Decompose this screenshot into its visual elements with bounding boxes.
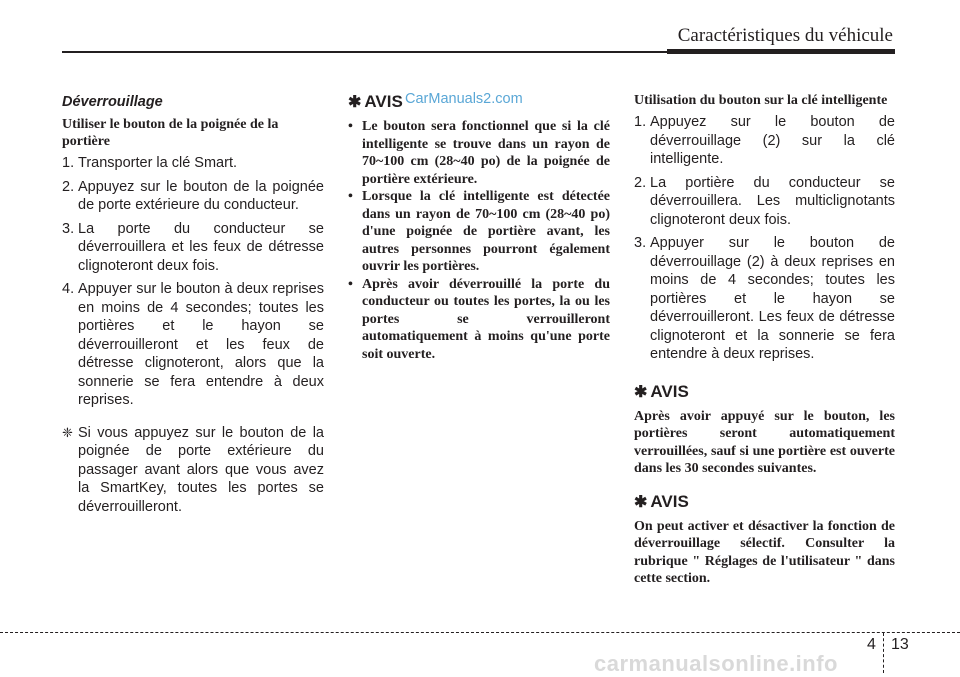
site-watermark: carmanualsonline.info	[594, 651, 838, 676]
step-text: La porte du conducteur se déverrouillera et les feux de détresse clignoteront deux fois.	[78, 220, 324, 274]
step-text: Appuyez sur le bouton de déverrouillage (2) sur la clé intelligente.	[650, 114, 895, 167]
header-rule-accent	[667, 49, 895, 54]
step-text: Appuyez sur le bouton de la poignée de porte extérieure du conducteur.	[78, 178, 324, 213]
avis-heading	[634, 382, 895, 404]
footer-rule	[0, 632, 960, 633]
avis-heading	[348, 92, 610, 114]
star-icon: ✱	[634, 383, 648, 401]
avis-title: AVIS	[650, 381, 689, 401]
step-2	[634, 174, 895, 230]
step-number: 2.	[634, 174, 647, 191]
avis-body: On peut activer et désactiver la fonction de déverrouillage sélectif. Consulter la rubrique " Réglages de l'utilisateur " dans cette section.	[634, 518, 895, 586]
section-title: Déverrouillage	[62, 94, 163, 110]
step-text: Appuyer sur le bouton de déverrouillage (2) à deux reprises en moins de 4 secondes; toutes les portières et le hayon se déverrouilleront. Les feux de détresse clignoteront et la sonnerie se fera entendre à deux reprises.	[650, 235, 895, 362]
subsection-title: Utiliser le bouton de la poignée de la portière	[62, 117, 279, 149]
step-3	[634, 234, 895, 364]
bullet-dot-icon: •	[348, 189, 353, 204]
step-2	[62, 178, 324, 215]
note-symbol-icon: ❈	[62, 424, 73, 440]
step-number: 3.	[62, 220, 75, 237]
step-text: La portière du conducteur se déverrouillera. Les multiclignotants clignoteront deux fois.	[650, 174, 895, 228]
bullet-item	[348, 118, 610, 188]
bullet-text: Le bouton sera fonctionnel que si la clé intelligente se trouve dans un rayon de 70~100 cm (28~40 po) de la poignée de portière extérieure.	[362, 119, 610, 187]
step-1	[634, 113, 895, 169]
step-text: Transporter la clé Smart.	[78, 155, 238, 171]
note	[62, 424, 324, 517]
step-number: 1.	[62, 155, 75, 171]
bullet-dot-icon: •	[348, 276, 353, 292]
avis-title: AVIS	[650, 491, 689, 511]
column-middle	[348, 92, 610, 363]
step-number: 4.	[62, 281, 75, 297]
star-icon: ✱	[348, 94, 362, 111]
avis-heading	[634, 492, 895, 514]
bullet-item	[348, 188, 610, 276]
step-number: 2.	[62, 178, 75, 195]
avis-title: AVIS	[364, 92, 403, 111]
column-right	[634, 92, 895, 602]
avis-body: Après avoir appuyé sur le bouton, les portières seront automatiquement verrouillées, sauf si une portière est ouverte dans les 30 secondes suivantes.	[634, 408, 895, 476]
star-icon: ✱	[634, 493, 648, 511]
step-4	[62, 280, 324, 410]
subsection-title: Utilisation du bouton sur la clé intelligente	[634, 93, 888, 108]
step-text: Appuyer sur le bouton à deux reprises en moins de 4 secondes; toutes les portières et le hayon se déverrouilleront et les feux de détresse clignoteront, alors que la sonnerie se fera entendre à deux reprises.	[78, 281, 324, 408]
running-header: Caractéristiques du véhicule	[677, 25, 893, 46]
step-number: 1.	[634, 114, 647, 130]
step-number: 3.	[634, 235, 647, 251]
page-number: 13	[891, 636, 909, 653]
watermark-text: CarManuals2.com	[405, 91, 523, 107]
step-3	[62, 220, 324, 276]
chapter-number: 4	[867, 636, 876, 653]
column-left	[62, 92, 324, 521]
bullet-text: Après avoir déverrouillé la porte du conducteur ou toutes les portes, la ou les portes se verrouilleront automatiquement à moins qu'une porte soit ouverte.	[362, 276, 610, 362]
step-1	[62, 154, 324, 173]
page-number-divider	[883, 633, 884, 673]
bullet-dot-icon: •	[348, 119, 353, 134]
note-text: Si vous appuyez sur le bouton de la poignée de porte extérieure du passager avant alors que vous avez la SmartKey, toutes les portes se déverrouilleront.	[78, 424, 324, 515]
bullet-item	[348, 276, 610, 364]
bullet-text: Lorsque la clé intelligente est détectée dans un rayon de 70~100 cm (28~40 po) d'une poignée de portière avant, les autres personnes pourront également ouvrir les portières.	[362, 189, 610, 274]
